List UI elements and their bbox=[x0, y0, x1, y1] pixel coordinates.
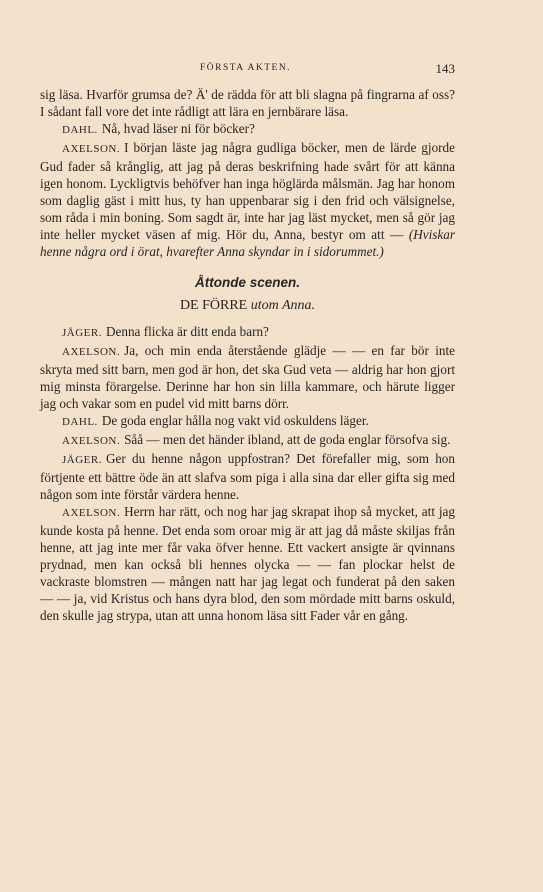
speech bbox=[40, 120, 455, 139]
speech-text: Denna flicka är ditt enda barn? bbox=[105, 324, 269, 339]
speaker-name: AXELSON. bbox=[62, 435, 121, 447]
speech bbox=[40, 412, 455, 431]
speaker-name: AXELSON. bbox=[62, 143, 121, 155]
speech-text: I början läste jag några gudliga böcker, men de lärde gjorde Gud fader så krånglig, att jag på deras beskrifning hade svårt för att känna igen honom. Lyckligtvis behöfver han inga höglärda målsmän. Jag har honom som daglig gäst i mitt hus, ty han uppenbarar sig i den frid och välsignelse, som råda i min boning. Som sagdt är, inte har jag läst mycket, men så gör jag inte heller mycket väsen af mig. Hör du, Anna, bestyr om att — bbox=[40, 140, 455, 242]
dialogue bbox=[40, 323, 455, 624]
speech bbox=[40, 431, 455, 450]
speaker-name: DAHL. bbox=[62, 124, 98, 136]
speaker-name: JÄGER. bbox=[62, 454, 102, 466]
running-title: FÖRSTA AKTEN. bbox=[200, 63, 292, 73]
text-line: sig läsa. Hvarför grumsa de? Ä' de rädda för att bli slagna bbox=[40, 87, 348, 102]
paragraph-continued bbox=[40, 86, 455, 120]
speaker-name: AXELSON. bbox=[62, 346, 121, 358]
speech-text: Ger du henne någon uppfostran? Det förefaller mig, som hon förtjente ett bättre öde än att slafva som piga i alla sina dar eller gifta sig med någon som inte förstår värdera henne. bbox=[40, 451, 455, 502]
page-header bbox=[40, 61, 455, 75]
text-line: på fingrarna af oss? I sådant fall vore det inte rådligt att bbox=[40, 87, 456, 119]
speaker-name: JÄGER. bbox=[62, 327, 102, 339]
speech bbox=[40, 139, 455, 260]
page-number: 143 bbox=[435, 61, 455, 76]
scene-title: Åttonde scenen. bbox=[194, 275, 300, 290]
speech-text: Såå — men det händer ibland, att de goda englar försofva sig. bbox=[124, 432, 451, 447]
speaker-name: AXELSON. bbox=[62, 507, 121, 519]
stage-direction: (Hviskar henne några ord i örat, hvarefter Anna skyndar in i sidorummet.) bbox=[40, 227, 455, 259]
speaker-name: DAHL. bbox=[62, 416, 98, 428]
speech bbox=[40, 342, 455, 412]
speech bbox=[40, 323, 455, 342]
scene-persons-main: DE FÖRRE bbox=[179, 298, 248, 313]
page-body bbox=[40, 86, 455, 624]
scene-persons bbox=[40, 297, 455, 314]
text-line: lära en jernbärare läsa. bbox=[228, 104, 349, 119]
speech-text: Ja, och min enda återstående glädje — — en far bör inte skryta med sitt barn, men god är hon, det ska Gud veta — aldrig har hon gjort mig minsta förargelse. Derinne har hon sin lilla kammare, och härute ligger jag och vakar som en pudel vid mitt barns dörr. bbox=[40, 343, 455, 411]
speech-text: Herrn har rätt, och nog har jag skrapat ihop så mycket, att jag kunde kosta på henne. Det enda som oroar mig är att jag då måste skiljas från henne, att jag inte mer får vaka öfver henne. Ett vackert ansigte är qvinnans prydnad, men kan också bli hennes olycka — — fan plockar helst de vackraste blomstren — mången natt har jag legat och funderat på den saken — — ja, vid Kristus och hans dyra blod, den som mördade mitt barns oskuld, den skulle jag strypa, utan att unna honom läsa sitt Fader vår en gång. bbox=[40, 504, 455, 623]
scene-persons-note: utom Anna. bbox=[250, 298, 316, 313]
speech-text: Nå, hvad läser ni för böcker? bbox=[101, 121, 255, 136]
speech bbox=[40, 450, 455, 503]
speech-text: De goda englar hålla nog vakt vid oskuldens läger. bbox=[101, 413, 369, 428]
speech bbox=[40, 503, 455, 624]
